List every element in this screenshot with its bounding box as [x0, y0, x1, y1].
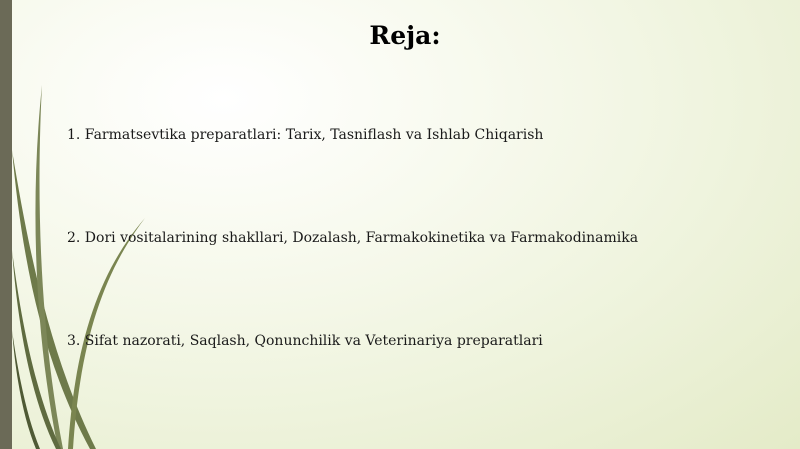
slide-title: Reja: [369, 21, 441, 50]
agenda-item-2: 2. Dori vositalarining shakllari, Dozalash, Farmakokinetika va Farmakodinamika [67, 230, 639, 246]
agenda-item-1: 1. Farmatsevtika preparatlari: Tarix, Tasniflash va Ishlab Chiqarish [67, 127, 544, 143]
agenda-item-3: 3. Sifat nazorati, Saqlash, Qonunchilik va Veterinariya preparatlari [67, 333, 543, 349]
